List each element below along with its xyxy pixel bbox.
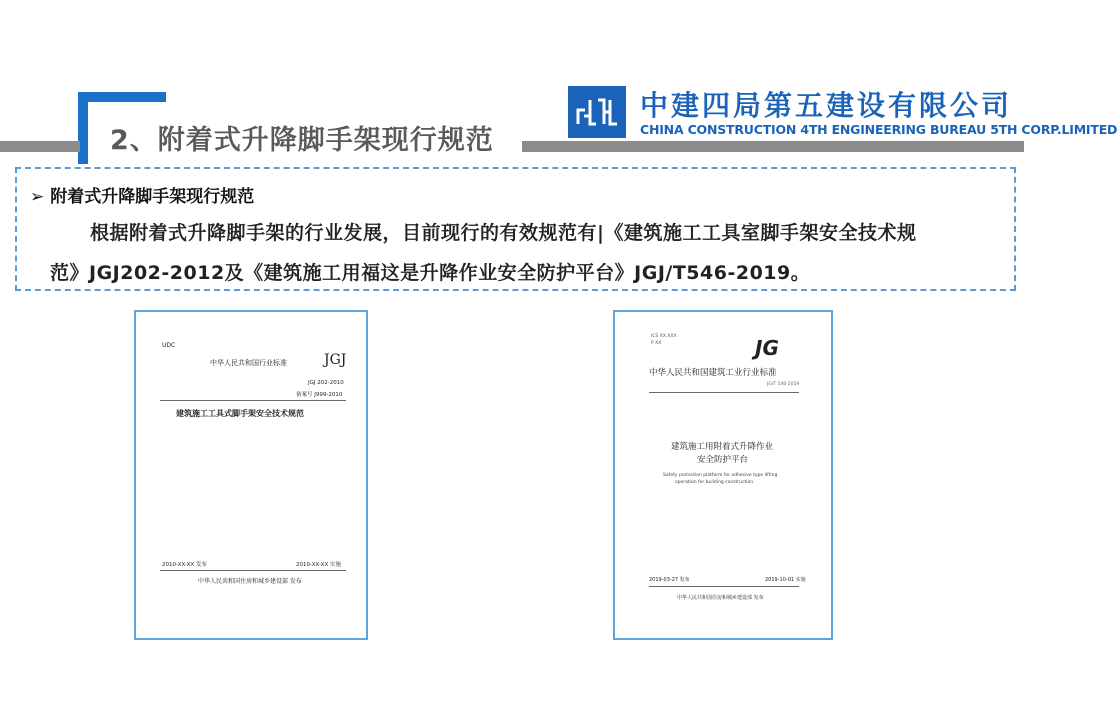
doc2-number: JG/T 546-2019 xyxy=(767,382,800,387)
doc1-udc: UDC xyxy=(162,342,176,349)
bullet-heading xyxy=(30,182,254,207)
doc2-issue-date: 2019-03-27 发布 xyxy=(649,577,690,583)
standard-cover-jgj202 xyxy=(134,310,368,640)
doc2-code-mark: JG xyxy=(755,336,779,360)
doc2-impl-date: 2019-10-01 实施 xyxy=(765,577,806,583)
doc1-standard-type: 中华人民共和国行业标准 xyxy=(210,359,287,367)
standard-cover-jgt546 xyxy=(613,310,833,640)
doc2-title-line1: 建筑施工用附着式升降作业 xyxy=(671,442,774,452)
doc1-title: 建筑施工工具式脚手架安全技术规范 xyxy=(176,409,304,418)
doc1-bottom-rule xyxy=(160,570,346,571)
doc2-standard-type: 中华人民共和国建筑工业行业标准 xyxy=(649,368,777,378)
doc1-record: 备案号 J999-2010 xyxy=(296,392,343,398)
doc1-rule xyxy=(160,400,346,401)
header-rule-right xyxy=(522,141,1024,152)
doc1-number: JGJ 202-2010 xyxy=(308,380,344,386)
paragraph-line-2: 范》JGJ202-2012及《建筑施工用福这是升降作业安全防护平台》JGJ/T546-2019。 xyxy=(50,262,811,284)
title-corner-horizontal xyxy=(78,92,166,102)
doc1-publisher: 中华人民共和国住房和城乡建设部 发布 xyxy=(198,578,302,585)
paragraph-line-1: 根据附着式升降脚手架的行业发展，目前现行的有效规范有|《建筑施工工具室脚手架安全技术规 xyxy=(90,222,917,244)
doc2-ics: ICS XX.XXX xyxy=(651,334,677,339)
doc2-title-line2: 安全防护平台 xyxy=(697,455,749,465)
doc2-rule xyxy=(649,392,799,393)
bullet-heading-text: 附着式升降脚手架现行规范 xyxy=(50,187,255,207)
doc2-publisher: 中华人民共和国住房和城乡建设部 发布 xyxy=(677,595,764,601)
doc2-en-line2: operation for building construction xyxy=(675,480,754,485)
doc1-impl-date: 2010-XX-XX 实施 xyxy=(296,562,341,568)
title-corner-vertical xyxy=(78,92,88,164)
cscec-logo xyxy=(568,86,626,138)
slide-title: 2、附着式升降脚手架现行规范 xyxy=(110,125,494,156)
doc2-en-line1: Safety protection platform for adhesive type lifting xyxy=(663,473,778,478)
doc1-issue-date: 2010-XX-XX 发布 xyxy=(162,562,207,568)
company-name-en: CHINA CONSTRUCTION 4TH ENGINEERING BUREAU 5TH CORP.LIMITED xyxy=(640,122,1117,137)
company-name-cn: 中建四局第五建设有限公司 xyxy=(640,89,1013,122)
bullet-arrow-icon: ➢ xyxy=(30,187,45,207)
doc2-class-code: P XX xyxy=(651,341,662,346)
doc1-code-mark: JGJ xyxy=(324,352,347,368)
doc2-bottom-rule xyxy=(649,586,799,587)
header-rule-left xyxy=(0,141,80,152)
